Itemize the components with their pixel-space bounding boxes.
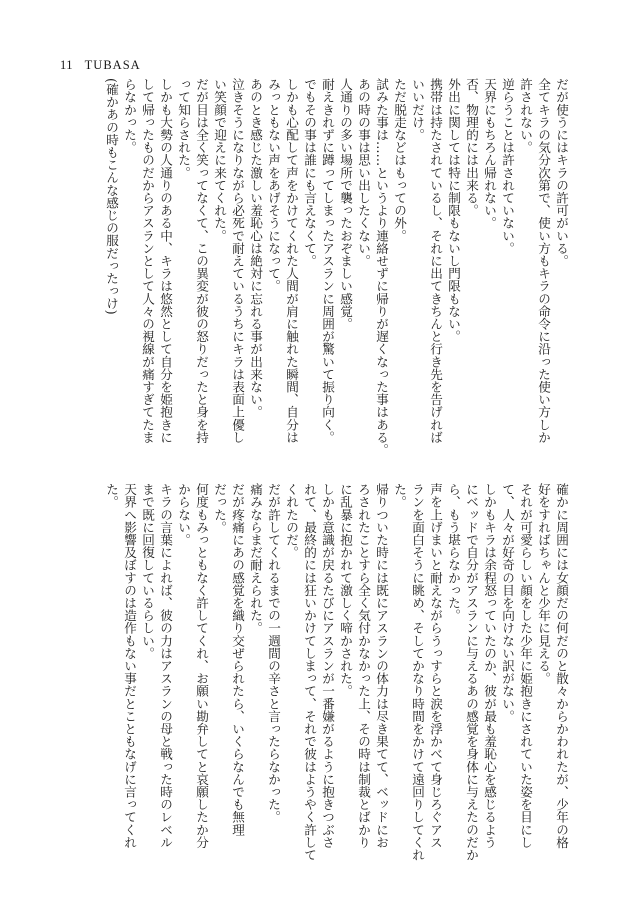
text-line: て、人々が好奇の目を向けない訳がない。 bbox=[500, 483, 515, 723]
text-line: まで既に回復しているらしい。 bbox=[140, 483, 155, 660]
text-line: しかもキラは余程怒っていたのか、彼が最も羞恥心を感じるよう bbox=[482, 483, 497, 849]
text-line: 外出に関しては特に制限もないし門限もない。 bbox=[446, 78, 461, 343]
text-line: ただ脱走などはもっての外。 bbox=[392, 78, 407, 242]
text-line: しかも意識が戻るたびにアスランが一番嫌がるように抱きつぶさ bbox=[320, 483, 335, 849]
text-line: しかも心配して声をかけてくれた人間が肩に触れた瞬間、自分は bbox=[284, 78, 299, 444]
text-line: 天界にもちろん帰れない。 bbox=[482, 78, 497, 230]
text-line: だが使うにはキラの許可がいる。 bbox=[554, 78, 569, 267]
text-line: (確かあの時もこんな感じの服だったっけ) bbox=[104, 78, 119, 315]
text-line: い笑顔で迎えに来てくれた。 bbox=[212, 78, 227, 242]
text-line: でもその事は誰にも言えなくて。 bbox=[302, 78, 317, 267]
text-line: ランを面白そうに眺め、そしてかなり時間をかけて遠回りしてくれ bbox=[410, 483, 425, 861]
text-line: だが許してくれるまでの一週間の辛さと言ったらなかった。 bbox=[266, 483, 281, 824]
text-line: た。 bbox=[104, 483, 119, 509]
text-line: 全てキラの気分次第で、使い方もキラの命令に沿った使い方しか bbox=[536, 78, 551, 444]
text-line: いいだけ。 bbox=[410, 78, 425, 141]
text-line: みっともない声をあげそうになって。 bbox=[266, 78, 281, 293]
text-line: 泣きそうになりながら必死で耐えているうちにキラは表面上優し bbox=[230, 78, 245, 444]
text-line: にベッドで自分がアスランに与えるあの感覚を身体に与えたのだか bbox=[464, 483, 479, 861]
text-line: 天界へ影響及ぼすのは造作もない事だとこともなげに言ってくれ bbox=[122, 483, 137, 849]
text-line: 逆らうことは許されていない。 bbox=[500, 78, 515, 255]
text-line: た。 bbox=[392, 483, 407, 509]
text-line: それが可愛らしい顔をした少年に姫抱きにされていた姿を目にし bbox=[518, 483, 533, 849]
page-header bbox=[60, 58, 141, 73]
text-line: くれたのだ。 bbox=[284, 483, 299, 559]
text-line: 何度もみっともなく許してくれ、お願い勘弁してと哀願したか分 bbox=[194, 483, 209, 849]
text-line: キラの言葉によれば、彼の力はアスランの母と戦った時のレベル bbox=[158, 483, 173, 849]
text-line: ら、もう堪らなかった。 bbox=[446, 483, 461, 622]
text-line: 声を上げまいと耐えながらうっすらと涙を浮かべて身じろぐアス bbox=[428, 483, 443, 849]
text-line: あの時の事は思い出したくない。 bbox=[356, 78, 371, 267]
text-line: 人通りの多い場所で襲ったおぞましい感覚。 bbox=[338, 78, 353, 330]
text-line: って知らされた。 bbox=[176, 78, 191, 179]
text-line: 好をすればちゃんと少年に見える。 bbox=[536, 483, 551, 685]
text-line: らなかった。 bbox=[122, 78, 137, 154]
text-line: 否、物理的には出来る。 bbox=[464, 78, 479, 217]
text-line: れて、最終的には狂いかけてしまって、それで彼はようやく許して bbox=[302, 483, 317, 861]
page-number: 11 bbox=[60, 58, 74, 72]
top-text-block bbox=[102, 78, 570, 468]
text-line: ろされたことすら全く気付かなかった上、その時は制裁とばかり bbox=[356, 483, 371, 849]
text-line: だが目は全く笑ってなくて、この異変が彼の怒りだったと身を持 bbox=[194, 78, 209, 444]
text-line: だが疼痛にあの感覚を織り交ぜられたら、いくらなんでも無理 bbox=[230, 483, 245, 836]
text-line: 許されない。 bbox=[518, 78, 533, 154]
text-line: 携帯は持たされているし、それに出てきちんと行き先を告げれば bbox=[428, 78, 443, 444]
text-line: に乱暴に抱かれて激しく啼かされた。 bbox=[338, 483, 353, 698]
text-line: だった。 bbox=[212, 483, 227, 534]
bottom-text-block bbox=[102, 483, 570, 861]
text-line: 帰りついた時には既にアスランの体力は尽き果てて、ベッドにお bbox=[374, 483, 389, 849]
text-line: からない。 bbox=[176, 483, 191, 546]
text-line: 試みた事は……というより連絡せずに帰りが遅くなった事はある。 bbox=[374, 78, 389, 456]
text-line: あのとき感じた激しい羞恥心は絶対に忘れる事が出来ない。 bbox=[248, 78, 263, 419]
text-line: 耐えきれずに蹲ってしまったアスランに周囲が驚いて振り向く。 bbox=[320, 78, 335, 444]
text-line: しかも大勢の人通りのある中、キラは悠然として自分を姫抱きに bbox=[158, 78, 173, 444]
book-title: TUBASA bbox=[84, 58, 141, 72]
text-line: 痛みならまだ耐えられた。 bbox=[248, 483, 263, 635]
text-line: して帰ったものだからアスランとして人々の視線が痛すぎてたま bbox=[140, 78, 155, 444]
text-line: 確かに周囲には女顔だの何だのと散々からかわれたが、少年の格 bbox=[554, 483, 569, 849]
